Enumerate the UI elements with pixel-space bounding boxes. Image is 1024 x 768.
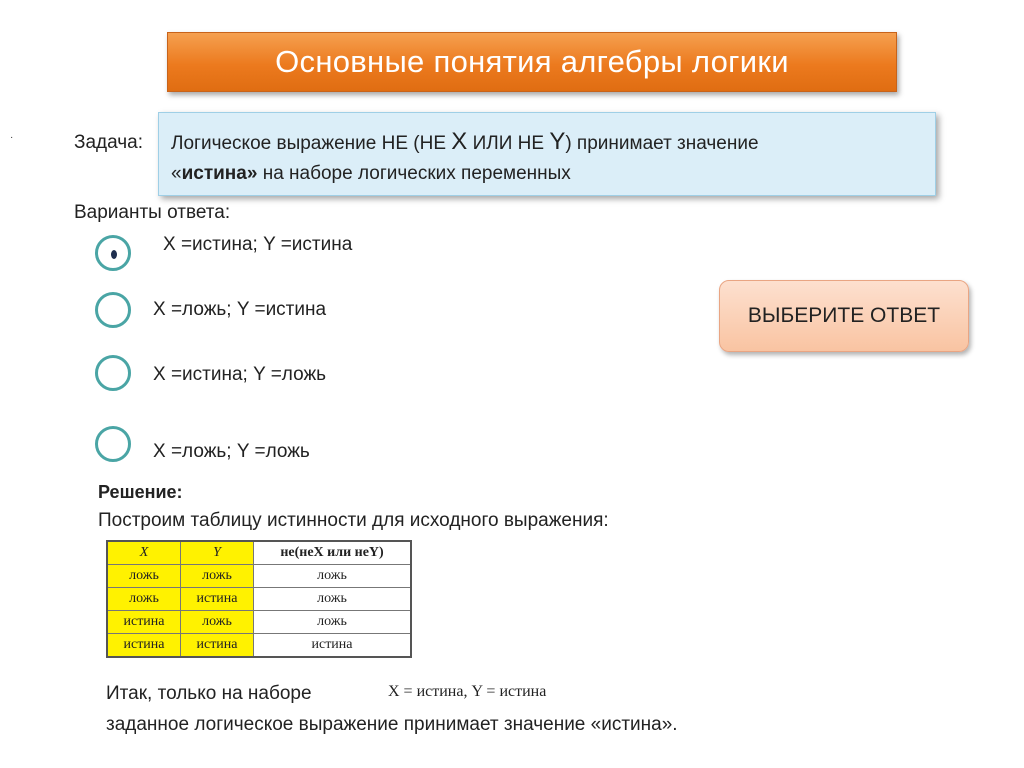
task-label: Задача: xyxy=(74,132,144,153)
var-y: Y xyxy=(549,128,566,155)
table-cell: истина xyxy=(181,588,254,611)
table-cell: ложь xyxy=(254,588,412,611)
radio-option-3[interactable] xyxy=(95,355,131,391)
page-title: Основные понятия алгебры логики xyxy=(167,32,897,92)
task-line-2 xyxy=(171,163,571,185)
option-4-label[interactable]: X =ложь; Y =ложь xyxy=(153,441,310,462)
task-text: на наборе логических переменных xyxy=(257,163,571,184)
task-text: Логическое выражение НЕ (НЕ xyxy=(171,133,452,154)
radio-option-2[interactable] xyxy=(95,292,131,328)
table-cell: истина xyxy=(107,634,181,658)
radio-selected-dot xyxy=(111,250,117,259)
table-row xyxy=(107,588,411,611)
radio-option-4[interactable] xyxy=(95,426,131,462)
table-cell: ложь xyxy=(254,565,412,588)
task-text: ) принимает значение xyxy=(565,133,759,154)
table-cell: ложь xyxy=(181,611,254,634)
table-cell: ложь xyxy=(181,565,254,588)
header-x: X xyxy=(107,541,181,565)
truth-table xyxy=(106,540,412,658)
table-row xyxy=(107,565,411,588)
option-2-label[interactable]: X =ложь; Y =истина xyxy=(153,299,327,320)
table-header-row xyxy=(107,541,411,565)
table-row xyxy=(107,634,411,658)
table-cell: истина xyxy=(254,634,412,658)
task-box xyxy=(158,112,936,196)
var-x: X xyxy=(451,128,468,155)
task-line-1 xyxy=(171,128,759,156)
table-cell: истина xyxy=(181,634,254,658)
solution-heading: Решение: xyxy=(98,482,183,502)
option-3-label[interactable]: X =истина; Y =ложь xyxy=(153,364,327,385)
choose-answer-button[interactable]: ВЫБЕРИТЕ ОТВЕТ xyxy=(719,280,969,352)
stray-dot: · xyxy=(10,132,14,143)
quote-mark: « xyxy=(171,163,182,184)
header-expression: не(неX или неY) xyxy=(254,541,412,565)
table-cell: ложь xyxy=(107,588,181,611)
conclusion-formula: X = истина, Y = истина xyxy=(388,683,547,700)
table-row xyxy=(107,611,411,634)
radio-option-1[interactable] xyxy=(95,235,131,271)
table-cell: ложь xyxy=(107,565,181,588)
table-cell: ложь xyxy=(254,611,412,634)
task-text: ИЛИ НЕ xyxy=(467,133,550,154)
conclusion-line-1: Итак, только на наборе xyxy=(106,683,312,704)
solution-text: Построим таблицу истинности для исходного выражения: xyxy=(98,510,609,531)
truth-word: истина» xyxy=(181,163,258,184)
option-1-label[interactable]: X =истина; Y =истина xyxy=(163,234,353,255)
header-y: Y xyxy=(181,541,254,565)
answers-label: Варианты ответа: xyxy=(74,202,231,223)
table-cell: истина xyxy=(107,611,181,634)
conclusion-line-2: заданное логическое выражение принимает значение «истина». xyxy=(106,714,678,735)
